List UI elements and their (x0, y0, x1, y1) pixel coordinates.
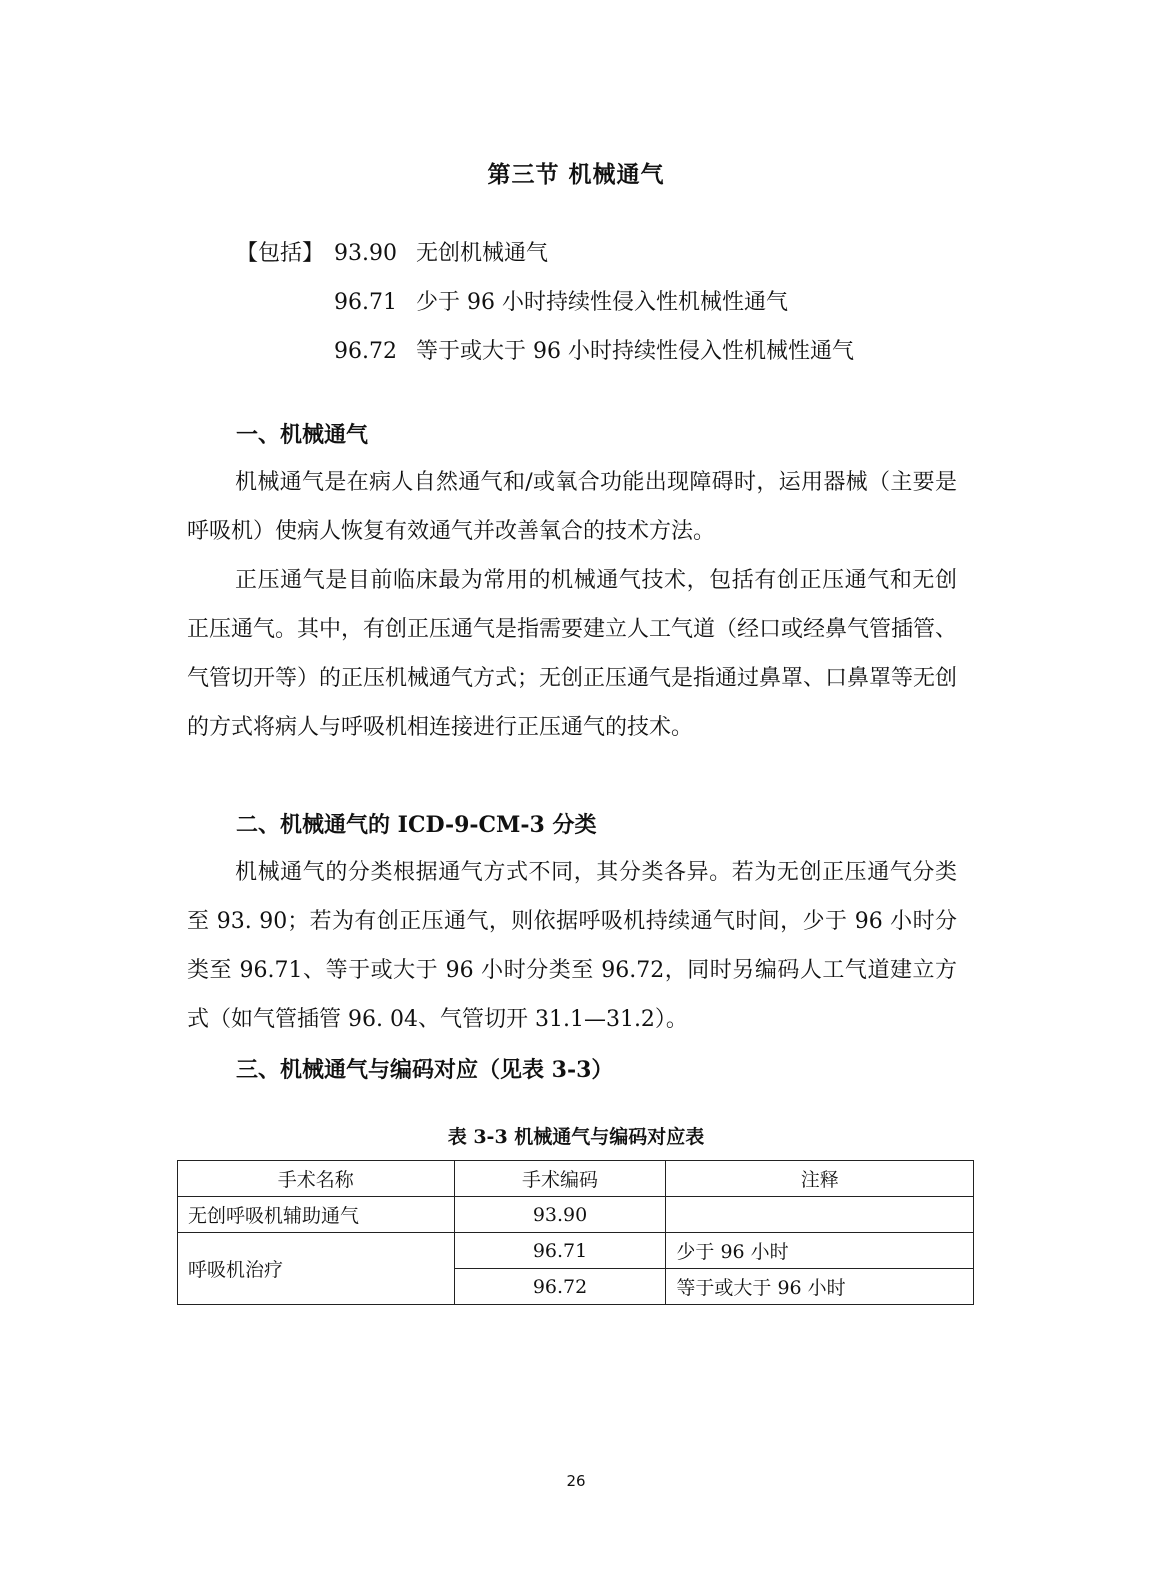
cell-name: 无创呼吸机辅助通气 (178, 1197, 455, 1233)
include-desc: 无创机械通气 (416, 241, 549, 266)
include-code: 96.72 (334, 339, 397, 364)
cell-name: 呼吸机治疗 (178, 1233, 455, 1305)
paragraph: 正压通气是目前临床最为常用的机械通气技术，包括有创正压通气和无创正压通气。其中，有创正压通气是指需要建立人工气道（经口或经鼻气管插管、气管切开等）的正压机械通气方式；无创正压通气是指通过鼻罩、口鼻罩等无创的方式将病人与呼吸机相连接进行正压通气的技术。 (187, 568, 958, 740)
table-row (178, 1197, 974, 1233)
table-header-row (178, 1161, 974, 1197)
cell-code: 96.71 (454, 1233, 666, 1269)
section-title: 第三节 机械通气 (487, 161, 665, 188)
paragraph: 机械通气是在病人自然通气和/或氧合功能出现障碍时，运用器械（主要是呼吸机）使病人恢复有效通气并改善氧合的技术方法。 (187, 470, 957, 544)
header-procedure-code: 手术编码 (454, 1161, 666, 1197)
header-note: 注释 (666, 1161, 974, 1197)
page-number: 26 (566, 1472, 586, 1490)
include-desc: 等于或大于 96 小时持续性侵入性机械性通气 (416, 339, 854, 364)
cell-note: 等于或大于 96 小时 (666, 1269, 974, 1305)
cell-note (666, 1197, 974, 1233)
include-row (236, 236, 854, 285)
include-row (236, 285, 854, 334)
cell-code: 96.72 (454, 1269, 666, 1305)
heading-mechanical-ventilation: 一、机械通气 (236, 422, 369, 448)
paragraph: 机械通气的分类根据通气方式不同，其分类各异。若为无创正压通气分类至 93. 90；若为有创正压通气，则依据呼吸机持续通气时间，少于 96 小时分类至 96.71、等于或大于 96 小时分类至 96.72，同时另编码人工气道建立方式（如气管插管 96. 04、气管切开 31.1—31.2）。 (187, 860, 957, 1032)
include-code: 93.90 (334, 241, 397, 266)
header-procedure-name: 手术名称 (178, 1161, 455, 1197)
include-row (236, 334, 854, 383)
includes-label: 【包括】 (236, 241, 325, 266)
heading-icd-classification: 二、机械通气的 ICD-9-CM-3 分类 (236, 812, 597, 838)
table-caption: 表 3-3 机械通气与编码对应表 (447, 1126, 705, 1148)
cell-code: 93.90 (454, 1197, 666, 1233)
table-row (178, 1233, 974, 1269)
cell-note: 少于 96 小时 (666, 1233, 974, 1269)
includes-block (236, 236, 854, 383)
include-desc: 少于 96 小时持续性侵入性机械性通气 (416, 290, 788, 315)
heading-code-mapping: 三、机械通气与编码对应（见表 3-3） (236, 1057, 614, 1083)
code-table (177, 1160, 974, 1305)
include-code: 96.71 (334, 290, 397, 315)
